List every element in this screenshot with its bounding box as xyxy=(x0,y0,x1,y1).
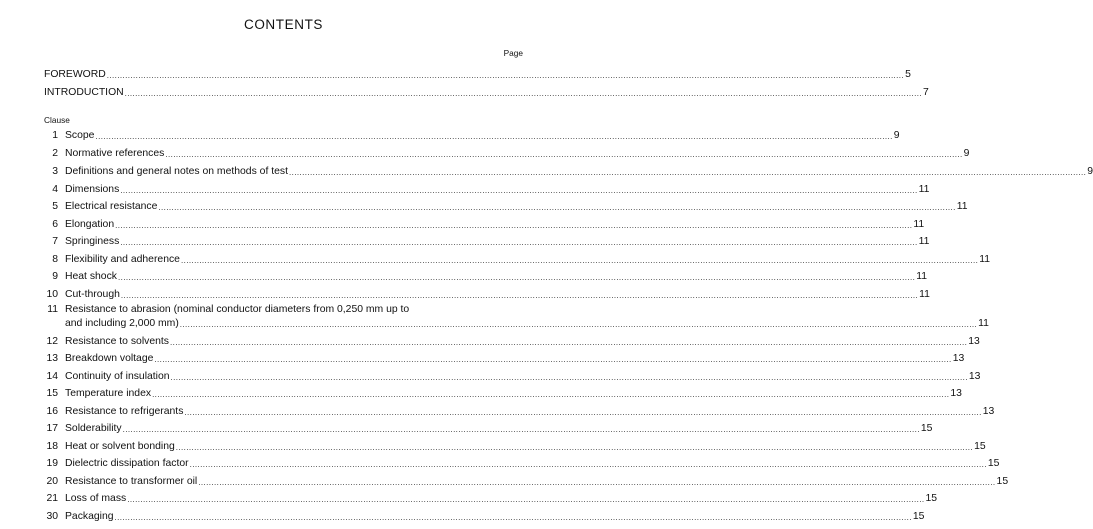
toc-entry-page: 15 xyxy=(974,441,986,452)
toc-entry-clause-9[interactable] xyxy=(44,269,928,283)
leader-dots xyxy=(120,186,917,196)
toc-entry-label: Breakdown voltage xyxy=(65,353,154,364)
toc-entry-label: Resistance to refrigerants xyxy=(65,406,184,417)
toc-entry-clause-20[interactable] xyxy=(44,474,1009,488)
leader-dots xyxy=(190,460,987,470)
toc-entry-clause-16[interactable] xyxy=(44,404,995,418)
toc-entry-label: Cut-through xyxy=(65,289,120,300)
toc-entry-page: 11 xyxy=(956,201,968,212)
toc-entry-clause-14[interactable] xyxy=(44,369,981,383)
toc-entry-clause-21[interactable] xyxy=(44,491,938,505)
toc-entry-page: 11 xyxy=(913,219,925,230)
toc-entry-clause-11[interactable] xyxy=(44,304,989,330)
page-column-label: Page xyxy=(503,48,523,58)
toc-entry-label: Flexibility and adherence xyxy=(65,254,180,265)
toc-entry-clause-5[interactable] xyxy=(44,199,968,213)
toc-entry-clause-6[interactable] xyxy=(44,217,925,231)
toc-entry-page: 15 xyxy=(920,423,933,434)
toc-entry-page: 5 xyxy=(905,69,911,80)
toc-entry-clause-10[interactable] xyxy=(44,287,930,301)
leader-dots xyxy=(198,478,995,488)
leader-dots xyxy=(171,373,968,383)
leader-dots xyxy=(115,221,912,231)
toc-entry-label-continued: and including 2,000 mm) xyxy=(65,318,179,329)
leader-dots xyxy=(289,168,1086,178)
toc-entry-page: 11 xyxy=(919,289,930,300)
toc-entry-page: 15 xyxy=(987,458,1000,469)
toc-entry-page: 15 xyxy=(996,476,1009,487)
toc-entry-page: 11 xyxy=(978,318,989,329)
toc-entry-label: Resistance to solvents xyxy=(65,336,169,347)
clause-number: 15 xyxy=(46,388,58,399)
toc-entry-label: Loss of mass xyxy=(65,493,127,504)
leader-dots xyxy=(120,238,917,248)
clause-number: 16 xyxy=(46,406,58,417)
toc-entry-page: 11 xyxy=(979,254,991,265)
toc-entry-clause-13[interactable] xyxy=(44,351,965,365)
leader-dots xyxy=(107,71,904,81)
clause-number: 7 xyxy=(52,236,58,247)
leader-dots xyxy=(181,256,978,266)
toc-entry-clause-3[interactable] xyxy=(44,164,1093,178)
clause-number: 5 xyxy=(52,201,58,212)
toc-entry-clause-17[interactable] xyxy=(44,421,933,435)
leader-dots xyxy=(118,273,915,283)
leader-dots xyxy=(170,338,967,348)
toc-entry-page: 9 xyxy=(1087,166,1093,177)
leader-dots xyxy=(154,355,951,365)
toc-entry-page: 9 xyxy=(893,130,900,141)
toc-entry-label: Packaging xyxy=(65,511,114,522)
toc-entry-page: 15 xyxy=(912,511,925,522)
clause-number: 8 xyxy=(52,254,58,265)
toc-entry-label: Scope xyxy=(65,130,95,141)
toc-entry-label: Resistance to abrasion (nominal conductor diameters from 0,250 mm up to xyxy=(65,304,410,315)
toc-entry-label: FOREWORD xyxy=(44,69,106,80)
leader-dots xyxy=(176,443,973,453)
clause-number: 14 xyxy=(46,371,58,382)
leader-dots xyxy=(158,203,955,213)
toc-entry-clause-2[interactable] xyxy=(44,146,970,160)
toc-entry-introduction[interactable] xyxy=(44,85,929,99)
clause-number: 9 xyxy=(52,271,58,282)
toc-entry-page: 11 xyxy=(918,184,930,195)
toc-entry-clause-7[interactable] xyxy=(44,234,930,248)
toc-entry-clause-15[interactable] xyxy=(44,386,962,400)
toc-entry-page: 13 xyxy=(952,353,965,364)
leader-dots xyxy=(125,89,922,99)
toc-entry-label: Springiness xyxy=(65,236,120,247)
toc-entry-label: Definitions and general notes on methods of test xyxy=(65,166,288,177)
leader-dots xyxy=(95,132,892,142)
clause-number: 19 xyxy=(46,458,58,469)
toc-entry-label: Solderability xyxy=(65,423,122,434)
toc-entry-label: Temperature index xyxy=(65,388,152,399)
clause-number: 18 xyxy=(46,441,58,452)
toc-entry-label: Dimensions xyxy=(65,184,120,195)
clause-number: 21 xyxy=(46,493,58,504)
toc-entry-label: Elongation xyxy=(65,219,115,230)
toc-entry-clause-4[interactable] xyxy=(44,182,930,196)
toc-entry-clause-18[interactable] xyxy=(44,439,986,453)
leader-dots xyxy=(127,495,924,505)
clause-number: 3 xyxy=(52,166,58,177)
toc-entry-label: Heat shock xyxy=(65,271,117,282)
toc-entry-page: 15 xyxy=(925,493,938,504)
leader-dots xyxy=(152,390,949,400)
clause-number: 30 xyxy=(46,511,58,522)
leader-dots xyxy=(165,150,962,160)
clause-number: 2 xyxy=(52,148,58,159)
clause-number: 10 xyxy=(46,289,58,300)
clause-number: 11 xyxy=(47,304,58,315)
toc-entry-page: 7 xyxy=(922,87,929,98)
toc-entry-page: 11 xyxy=(918,236,930,247)
toc-entry-foreword[interactable] xyxy=(44,67,911,81)
toc-entry-clause-19[interactable] xyxy=(44,456,1000,470)
toc-entry-clause-12[interactable] xyxy=(44,334,980,348)
toc-entry-label: Resistance to transformer oil xyxy=(65,476,198,487)
leader-dots xyxy=(123,425,920,435)
toc-entry-label: Continuity of insulation xyxy=(65,371,170,382)
leader-dots xyxy=(180,320,977,330)
toc-entry-label: Normative references xyxy=(65,148,165,159)
page-title: CONTENTS xyxy=(243,17,324,32)
toc-entry-page: 13 xyxy=(968,336,980,347)
clause-number: 6 xyxy=(52,219,58,230)
clause-column-label: Clause xyxy=(44,115,70,125)
clause-number: 17 xyxy=(46,423,58,434)
toc-entry-page: 9 xyxy=(963,148,970,159)
toc-entry-label: Heat or solvent bonding xyxy=(65,441,175,452)
toc-entry-page: 13 xyxy=(982,406,995,417)
clause-number: 4 xyxy=(52,184,58,195)
leader-dots xyxy=(121,291,918,301)
leader-dots xyxy=(115,513,912,523)
toc-entry-page: 11 xyxy=(916,271,928,282)
toc-entry-clause-30[interactable] xyxy=(44,509,925,523)
clause-number: 13 xyxy=(46,353,58,364)
leader-dots xyxy=(184,408,981,418)
clause-number: 20 xyxy=(46,476,58,487)
toc-entry-page: 13 xyxy=(950,388,962,399)
clause-number: 1 xyxy=(52,130,58,141)
toc-entry-page: 13 xyxy=(968,371,981,382)
toc-entry-label: INTRODUCTION xyxy=(44,87,124,98)
clause-number: 12 xyxy=(46,336,58,347)
toc-entry-label: Electrical resistance xyxy=(65,201,158,212)
toc-entry-label: Dielectric dissipation factor xyxy=(65,458,189,469)
toc-entry-clause-8[interactable] xyxy=(44,252,991,266)
toc-entry-clause-1[interactable] xyxy=(44,128,900,142)
